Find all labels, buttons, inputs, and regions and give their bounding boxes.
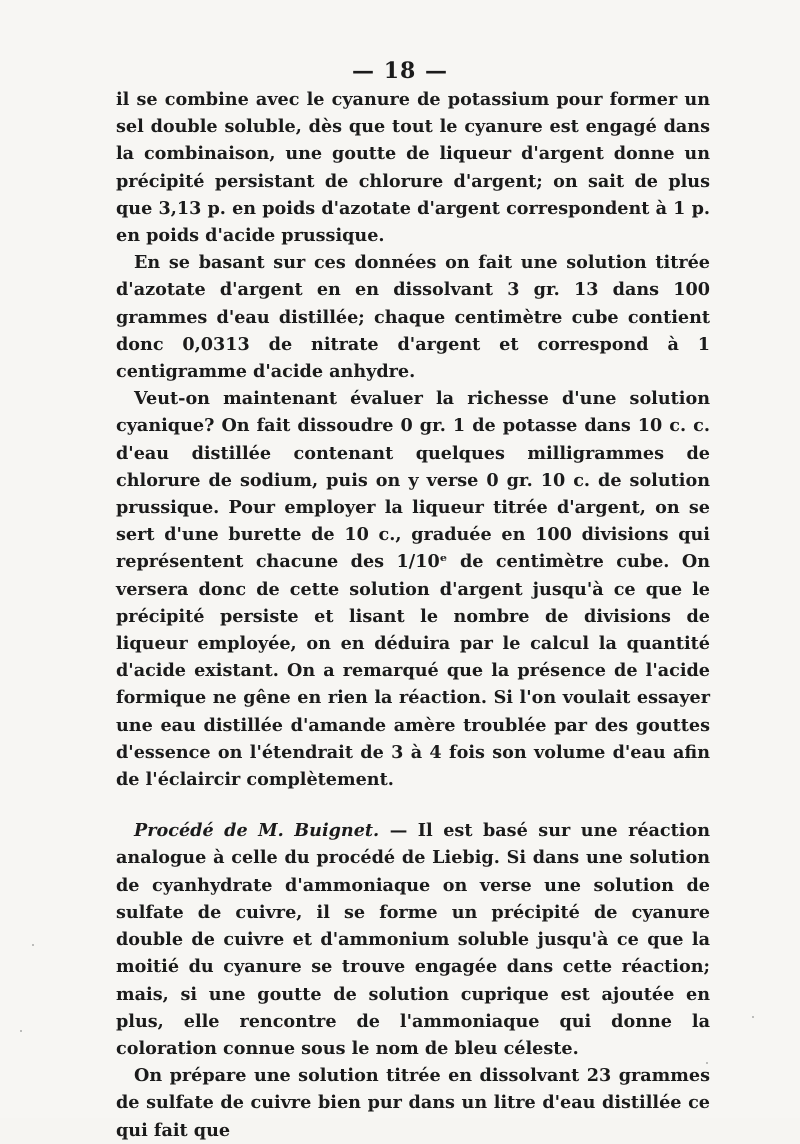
section-title-buignet: Procédé de M. Buignet. (134, 820, 380, 842)
paragraph-4 (116, 817, 710, 1062)
print-speck (20, 1030, 22, 1032)
paragraph-5: On prépare une solution titrée en dissolvant 23 grammes de sulfate de cuivre bien pur dans un litre d'eau distillée ce qui fait que (116, 1065, 710, 1141)
page-number: — 18 — (352, 58, 448, 84)
paragraph-3: Veut-on maintenant évaluer la richesse d'une solution cyanique? On fait dissoudre 0 gr. 1 de potasse dans 10 c. c. d'eau distillée contenant quelques milligrammes de chlorure de sodium, puis on y verse 0 gr. 10 c. de solution prussique. Pour employer la liqueur titrée d'argent, on se sert d'une burette de 10 c., graduée en 100 divisions qui représentent chacune des 1/10ᵉ de centimètre cube. On versera donc de cette solution d'argent jusqu'à ce que le précipité persiste et lisant le nombre de divisions de liqueur employée, on en déduira par le calcul la quantité d'acide existant. On a remarqué que la présence de l'acide formique ne gêne en rien la réaction. Si l'on voulait essayer une eau distillée d'amande amère troublée par des gouttes d'essence on l'étendrait de 3 à 4 fois son volume d'eau afin de l'éclaircir complètement. (116, 388, 710, 791)
paragraph-2: En se basant sur ces données on fait une solution titrée d'azotate d'argent en en dissolvant 3 gr. 13 dans 100 grammes d'eau distillée; chaque centimètre cube contient donc 0,0313 de nitrate d'argent et correspond à 1 centigramme d'acide anhydre. (116, 252, 710, 383)
paragraph-1: il se combine avec le cyanure de potassium pour former un sel double soluble, dès que tout le cyanure est engagé dans la combinaison, une goutte de liqueur d'argent donne un précipité persistant de chlorure d'argent; on sait de plus que 3,13 p. en poids d'azotate d'argent correspondent à 1 p. en poids d'acide prussique. (116, 89, 710, 247)
print-speck (32, 944, 34, 946)
paragraph-4-body: — Il est basé sur une réaction analogue à celle du procédé de Liebig. Si dans une solution de cyanhydrate d'ammoniaque on verse une solution de sulfate de cuivre, il se forme un précipité de cyanure double de cuivre et d'ammonium soluble jusqu'à ce que la moitié du cyanure se trouve engagée dans cette réaction; mais, si une goutte de solution cuprique est ajoutée en plus, elle rencontre de l'ammoniaque qui donne la coloration connue sous le nom de bleu céleste. (116, 820, 710, 1059)
print-speck (752, 1016, 754, 1018)
body-text (116, 86, 710, 1144)
print-speck (706, 1062, 708, 1064)
